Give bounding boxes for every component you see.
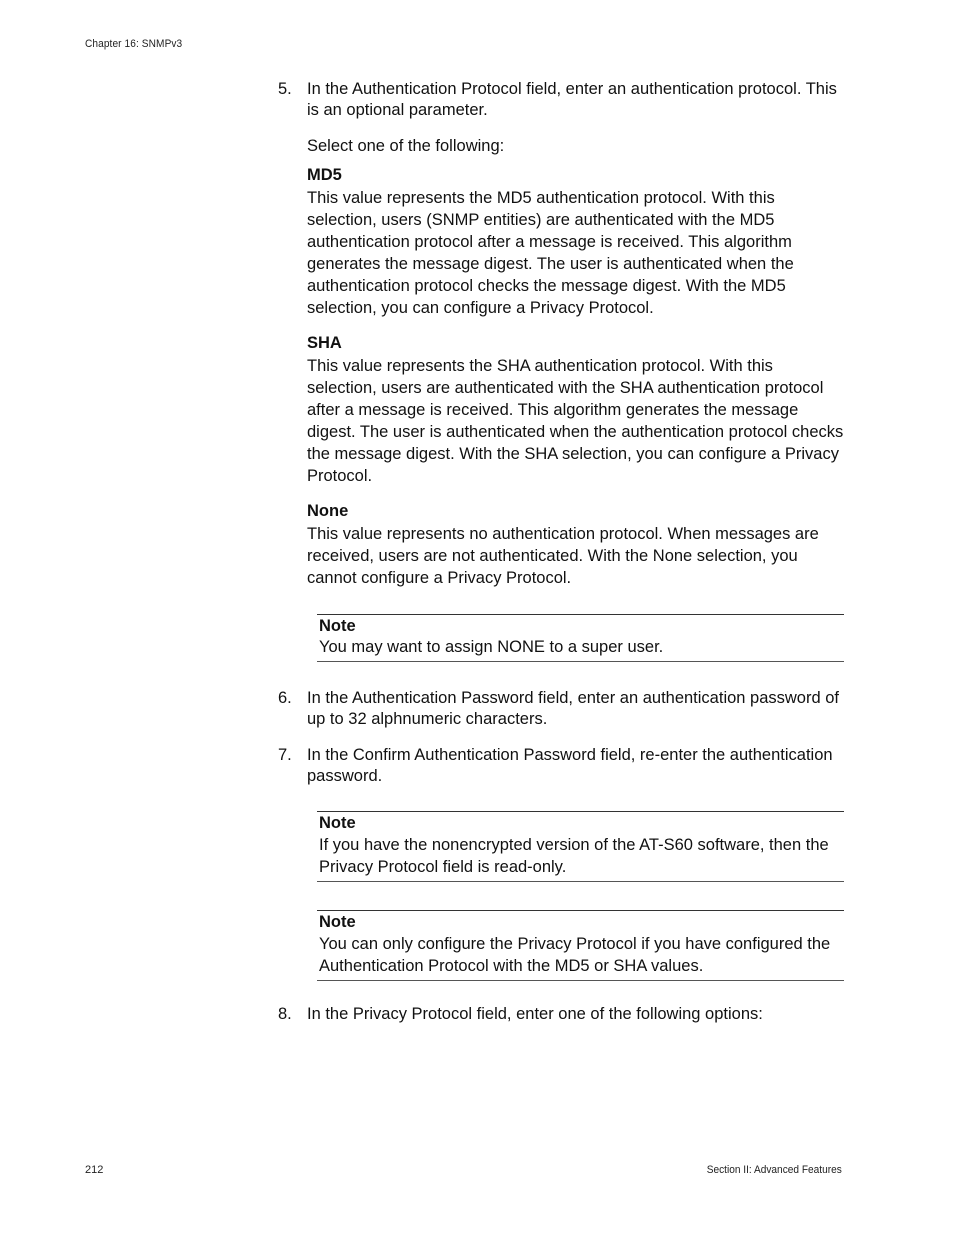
option-term: SHA	[307, 334, 342, 352]
page-header: Chapter 16: SNMPv3	[85, 38, 183, 50]
section-footer: Section II: Advanced Features	[706, 1164, 842, 1176]
step-8	[278, 1004, 844, 1025]
step-number: 8.	[278, 1005, 292, 1023]
step-number: 5.	[278, 80, 292, 98]
step-7	[278, 745, 844, 787]
note-box	[317, 910, 844, 981]
step-text: In the Authentication Password field, enter an authentication password of up to 32 alphnumeric characters.	[307, 689, 840, 728]
step-text: In the Privacy Protocol field, enter one of the following options:	[307, 1005, 763, 1023]
note-title: Note	[319, 814, 356, 832]
note-text: If you have the nonencrypted version of the AT-S60 software, then the Privacy Protocol field is read-only.	[319, 836, 829, 876]
step-text: In the Confirm Authentication Password field, re-enter the authentication password.	[307, 746, 833, 785]
option-none	[278, 501, 844, 589]
note-text: You can only configure the Privacy Protocol if you have configured the Authentication Protocol with the MD5 or SHA values.	[319, 935, 831, 975]
option-description: This value represents the SHA authentication protocol. With this selection, users are authenticated with the SHA authentication protocol after a message is received. This algorithm generates the message digest. The user is authenticated when the authentication protocol checks the message digest. With the SHA selection, you can configure a Privacy Protocol.	[307, 357, 844, 485]
note-box	[317, 811, 844, 882]
select-intro: Select one of the following:	[307, 137, 505, 155]
note-title: Note	[319, 617, 356, 635]
step-number: 6.	[278, 689, 292, 707]
option-description: This value represents no authentication protocol. When messages are received, users are not authenticated. With the None selection, you cannot configure a Privacy Protocol.	[307, 525, 819, 587]
step-number: 7.	[278, 746, 292, 764]
page-number: 212	[85, 1164, 104, 1176]
step-text: In the Authentication Protocol field, enter an authentication protocol. This is an optional parameter.	[307, 80, 837, 119]
option-md5	[278, 165, 844, 319]
option-description: This value represents the MD5 authentication protocol. With this selection, users (SNMP entities) are authenticated with the MD5 authentication protocol after a message is received. This algorithm generates the message digest. The user is authenticated when the authentication protocol checks the message digest. With the MD5 selection, you can configure a Privacy Protocol.	[307, 189, 794, 317]
step-5	[278, 79, 844, 121]
note-title: Note	[319, 913, 356, 931]
option-sha	[278, 333, 844, 487]
note-box	[317, 614, 844, 662]
page-content	[278, 79, 844, 1025]
option-term: MD5	[307, 166, 342, 184]
step-6	[278, 688, 844, 730]
note-text: You may want to assign NONE to a super user.	[319, 638, 664, 656]
option-term: None	[307, 502, 349, 520]
